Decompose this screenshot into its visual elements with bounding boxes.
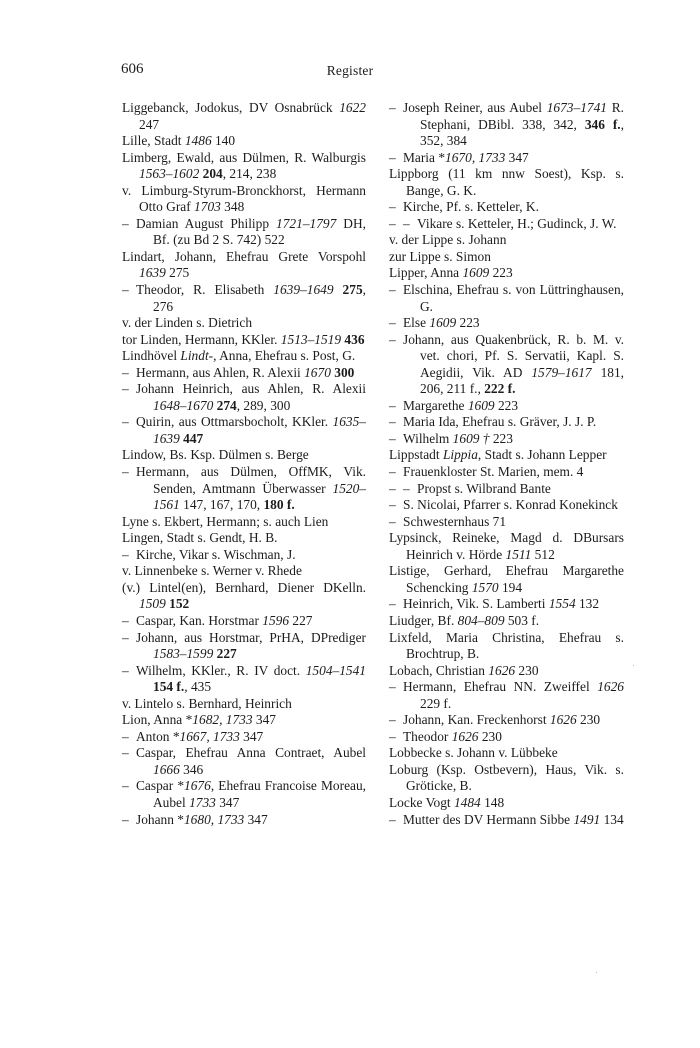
index-subentry [122,216,366,249]
index-subentry [389,332,624,398]
entry-main-page-ref: 180 f. [263,497,295,513]
entry-text: 347 [244,811,268,827]
entry-text: 134 [600,811,624,827]
entry-text: Loburg (Ksp. Ostbevern), Haus, Vik. s. Gröticke, B. [389,761,624,794]
entry-date: 1680, 1733 [183,811,245,827]
index-subentry [122,729,366,746]
entry-text: , Stadt s. Johann Lepper [477,447,607,463]
entry-text: Joseph Reiner, aus Aubel [403,100,547,115]
entry-main-page-ref: 346 f. [584,116,621,132]
repeat-dash: – [122,811,129,827]
repeat-dash: – [122,745,129,761]
entry-text: 181, 206, 211 f., [420,364,625,397]
index-subentry [122,464,366,514]
entry-text: Maria Ida, Ehefrau s. Gräver, J. J. P. [403,414,597,430]
entry-text: , 214, 238 [222,166,277,182]
entry-text: tor Linden, Hermann, KKler. [122,331,281,347]
entry-text: Hermann, aus Ahlen, R. Alexii [136,364,305,380]
entry-text: 346 [179,761,204,777]
entry-date: 1721–1797 [276,215,337,231]
index-entry [389,232,624,249]
repeat-dash: – [389,728,396,744]
index-entry [389,447,624,464]
entry-date: 1509 [139,596,166,612]
entry-date: 1666 [153,761,180,777]
entry-text: 503 f. [504,612,540,628]
entry-date: 1626 [597,679,624,695]
index-subentry [122,630,366,663]
index-entry [389,745,624,762]
index-entry [389,249,624,266]
entry-text: v. Limburg-Styrum-Bronckhorst, Hermann Otto Graf [122,182,366,215]
entry-text: , Ehefrau Francoise Moreau, Aubel [153,778,366,810]
index-subentry [122,663,366,696]
index-subentry [389,315,624,332]
index-entry [389,613,624,630]
entry-text: v. der Lippe s. Johann [389,232,507,248]
entry-text: 347 [215,794,240,810]
entry-date: 1635–1639 [153,414,366,446]
index-subentry [389,414,624,431]
entry-date: 1570 [471,579,499,595]
entry-date: Lippia [442,447,478,463]
repeat-dash: – [122,215,129,231]
entry-text: Else [403,315,430,331]
entry-date: 1626 [488,662,516,678]
index-entry [389,630,624,663]
entry-text: Elschina, Ehefrau s. von Lüttringhausen, G. [403,282,624,314]
index-entry [122,150,366,183]
repeat-dash: – [389,513,396,529]
entry-text: Caspar, Kan. Horstmar [136,612,263,628]
entry-text: 347 [239,728,264,744]
entry-text: Lindhövel [122,348,181,364]
entry-date: 1670, 1733 [445,149,506,165]
entry-text: Johann * [136,811,184,827]
entry-text: Liggebanck, Jodokus, DV Osnabrück [122,100,340,115]
entry-text: Frauenkloster St. Marien, mem. 4 [403,464,584,480]
entry-text: Vikare s. Ketteler, H.; Gudinck, J. W. [417,215,617,231]
scan-speck [596,972,597,973]
entry-text: Lipper, Anna [389,265,463,281]
repeat-dash: – [403,480,410,496]
entry-text: 230 [478,728,502,744]
entry-text: Mutter des DV Hermann Sibbe [403,811,574,827]
entry-main-page-ref: 222 f. [484,381,516,397]
index-entry [122,563,366,580]
entry-text [334,282,343,297]
entry-main-page-ref: 152 [169,596,190,612]
repeat-dash: – [389,100,396,115]
repeat-dash: – [122,364,129,380]
entry-text: Lingen, Stadt s. Gendt, H. B. [122,530,278,546]
index-subentry [389,431,624,448]
entry-text: Lobbecke s. Johann v. Lübbeke [389,745,558,761]
entry-text: zur Lippe s. Simon [389,248,491,264]
repeat-dash: – [403,215,410,231]
entry-date: 1676 [184,778,211,794]
entry-date: 1670 [304,364,331,380]
entry-text: 223 [456,315,480,331]
index-column-left [122,100,366,828]
index-subentry [389,679,624,712]
entry-text: 512 [531,546,555,562]
index-subentry [389,398,624,415]
entry-text: 223 [489,265,513,281]
index-subentry [122,365,366,382]
repeat-dash: – [122,282,129,298]
entry-text: 132 [575,596,600,612]
index-subentry [122,613,366,630]
index-entry [122,332,366,349]
entry-main-page-ref: 447 [183,430,204,446]
repeat-dash: – [122,464,129,480]
index-entry [389,663,624,680]
entry-text: Lindart, Johann, Ehefrau Grete Vorspohl [122,248,366,264]
entry-date: 1596 [262,612,290,628]
index-entry [122,580,366,613]
entry-date: 1609 [429,315,457,331]
repeat-dash: – [389,430,396,446]
entry-text: Theodor [403,728,452,744]
entry-date: 1554 [548,596,576,612]
index-subentry [122,282,366,315]
entry-text: 148 [480,794,505,810]
entry-date: 1639 [139,265,166,281]
repeat-dash: – [389,199,396,215]
entry-text: 147, 167, 170, [179,497,264,513]
entry-text: Propst s. Wilbrand Bante [417,480,551,496]
index-subentry [389,712,624,729]
entry-date: 1504–1541 [305,662,366,678]
repeat-dash: – [122,778,129,794]
index-entry [389,563,624,596]
entry-text: Caspar, Ehefrau Anna Contraet, Aubel [136,745,366,761]
index-subentry [122,778,366,811]
repeat-dash: – [389,331,396,347]
entry-date: 1733 [189,794,216,810]
entry-text: 223 [489,430,513,446]
entry-text: Damian August Philipp [136,215,277,231]
entry-main-page-ref: 274 [216,397,237,413]
entry-date: 1486 [184,133,212,149]
entry-text: Hermann, Ehefrau NN. Zweiffel [403,679,598,695]
repeat-dash: – [389,149,396,165]
index-subentry [122,381,366,414]
entry-text: , 289, 300 [236,397,291,413]
entry-text: 247 [139,116,160,132]
repeat-dash: – [122,662,129,678]
repeat-dash: – [389,596,396,612]
entry-text: Lille, Stadt [122,133,185,149]
entry-text: Anton * [136,728,180,744]
index-entry [122,514,366,531]
entry-text: Caspar * [136,778,185,794]
entry-text: Listige, Gerhard, Ehefrau Margarethe Schencking [389,563,624,595]
repeat-dash: – [389,712,396,728]
index-subentry [122,812,366,829]
entry-text: Wilhelm, KKler., R. IV doct. [136,662,306,678]
entry-text: v. Linnenbeke s. Werner v. Rhede [122,563,302,579]
index-column-right [389,100,624,828]
entry-date: Lindt- [180,348,214,364]
index-subentry [122,745,366,778]
index-entry [389,530,624,563]
entry-date: 1682, 1733 [192,712,253,728]
scan-speck [633,665,634,666]
repeat-dash: – [389,464,396,480]
entry-text: Locke Vogt [389,794,454,810]
entry-text: 223 [494,397,519,413]
entry-text: Schwesternhaus 71 [403,513,507,529]
entry-text: S. Nicolai, Pfarrer s. Konrad Konekinck [403,497,618,513]
entry-text: 140 [211,133,236,149]
index-entry [122,315,366,332]
entry-date: 1583–1599 [153,646,214,662]
index-subentry [389,216,624,233]
entry-text: v. Lintelo s. Bernhard, Heinrich [122,695,292,711]
repeat-dash: – [122,546,129,562]
repeat-dash: – [389,811,396,827]
entry-date: 1511 [505,546,532,562]
repeat-dash: – [122,629,129,645]
repeat-dash: – [122,381,129,397]
entry-text: Johann, aus Quakenbrück, R. b. M. v. vet. chori, Pf. S. Servatii, Kapl. S. Aegidii, Vik. AD [403,331,624,380]
index-subentry [122,547,366,564]
entry-date: 1639–1649 [273,282,334,298]
entry-date: 1648–1670 [153,397,214,413]
repeat-dash: – [122,728,129,744]
entry-date: 1622 [339,100,366,115]
entry-text: , Anna, Ehefrau s. Post, G. [213,348,356,364]
entry-text: 227 [289,612,313,628]
index-entry [122,133,366,150]
entry-date: 1520–1561 [153,480,366,513]
entry-text: Liudger, Bf. [389,612,458,628]
repeat-dash: – [389,480,396,496]
entry-text: 229 f. [420,695,452,711]
index-entry [122,696,366,713]
entry-date: 1609 [467,397,495,413]
index-entry [122,530,366,547]
entry-date: 1563–1602 [139,166,200,182]
entry-date: 1484 [453,794,481,810]
index-subentry [389,282,624,315]
repeat-dash: – [389,282,396,298]
entry-text: DH, Bf. (zu Bd 2 S. 742) 522 [153,215,366,248]
repeat-dash: – [389,397,396,413]
index-entry [122,348,366,365]
index-subentry [389,199,624,216]
entry-text: Maria * [403,149,446,165]
entry-date: 1626 [549,712,577,728]
entry-text: Limberg, Ewald, aus Dülmen, R. Walburgis [122,149,366,165]
entry-text: Johann, aus Horstmar, PrHA, DPrediger [136,629,366,645]
index-entry [122,249,366,282]
repeat-dash: – [389,679,396,695]
index-subentry [389,514,624,531]
entry-date: 1667, 1733 [179,728,240,744]
entry-date: 1703 [194,199,221,215]
entry-main-page-ref: 227 [216,646,237,662]
index-subentry [389,497,624,514]
entry-text: Margarethe [403,397,468,413]
index-subentry [389,481,624,498]
entry-text: Johann, Kan. Freckenhorst [403,712,550,728]
entry-text: 275 [165,265,190,281]
entry-text: 347 [252,712,276,728]
entry-text: 347 [505,149,529,165]
entry-text: R. Stephani, DBibl. 338, 342, [420,100,624,132]
entry-text: , 435 [184,679,212,695]
repeat-dash: – [122,612,129,628]
index-entry [122,100,366,133]
entry-text: 230 [576,712,601,728]
repeat-dash: – [389,497,396,513]
entry-text: Lindow, Bs. Ksp. Dülmen s. Berge [122,447,309,463]
index-entry [389,762,624,795]
entry-text: (v.) Lintel(en), Bernhard, Diener DKelln. [122,579,366,595]
entry-text: Theodor, R. Elisabeth [136,282,274,298]
index-subentry [389,812,624,829]
entry-date: 1491 [573,811,601,827]
repeat-dash: – [389,414,396,430]
entry-text: Kirche, Vikar s. Wischman, J. [136,546,296,562]
entry-text: v. der Linden s. Dietrich [122,315,253,331]
entry-main-page-ref: 154 f. [153,679,185,695]
entry-main-page-ref: 436 [344,331,365,347]
repeat-dash: – [389,315,396,331]
index-subentry [389,100,624,150]
entry-date: 1513–1519 [280,331,342,347]
index-subentry [122,414,366,447]
entry-text: , 276 [153,282,366,314]
index-entry [389,795,624,812]
repeat-dash: – [389,215,396,231]
entry-text: Hermann, aus Dülmen, OffMK, Vik. Senden, Amtmann Überwasser [136,464,366,496]
entry-text: Johann Heinrich, aus Ahlen, R. Alexii [136,381,366,397]
entry-text: Lippborg (11 km nnw Soest), Ksp. s. Bange, G. K. [389,166,624,198]
index-entry [122,183,366,216]
entry-text: Wilhelm [403,430,453,446]
index-entry [389,166,624,199]
entry-date: 804–809 [457,612,505,628]
entry-text: Lobach, Christian [389,662,489,678]
entry-date: 1609 [462,265,490,281]
entry-text: 348 [220,199,245,215]
entry-date: 1673–1741 [546,100,607,115]
entry-main-page-ref: 204 [202,166,223,182]
entry-text: Lixfeld, Maria Christina, Ehefrau s. Brochtrup, B. [389,629,624,662]
index-entry [389,265,624,282]
entry-text: Lypsinck, Reineke, Magd d. DBursars Heinrich v. Hörde [389,530,624,562]
page-number: 606 [121,61,144,77]
entry-date: 1579–1617 [531,364,592,380]
entry-date: 1609 † [452,430,490,446]
index-subentry [389,729,624,746]
entry-text: 194 [498,579,523,595]
entry-text: Lippstadt [389,447,443,463]
index-subentry [389,596,624,613]
index-subentry [389,150,624,167]
entry-main-page-ref: 300 [334,364,355,380]
entry-text: 230 [515,662,539,678]
repeat-dash: – [122,414,129,430]
entry-date: 1626 [451,728,479,744]
entry-text: Heinrich, Vik. S. Lamberti [403,596,549,612]
entry-text: Lion, Anna * [122,712,193,728]
index-entry [122,447,366,464]
entry-main-page-ref: 275 [342,282,363,298]
entry-text: Kirche, Pf. s. Ketteler, K. [403,199,539,215]
running-head: Register [326,63,374,78]
entry-text: Lyne s. Ekbert, Hermann; s. auch Lien [122,513,329,529]
index-entry [122,712,366,729]
entry-text: , 352, 384 [420,116,624,149]
entry-text: Quirin, aus Ottmarsbocholt, KKler. [136,414,333,430]
index-subentry [389,464,624,481]
